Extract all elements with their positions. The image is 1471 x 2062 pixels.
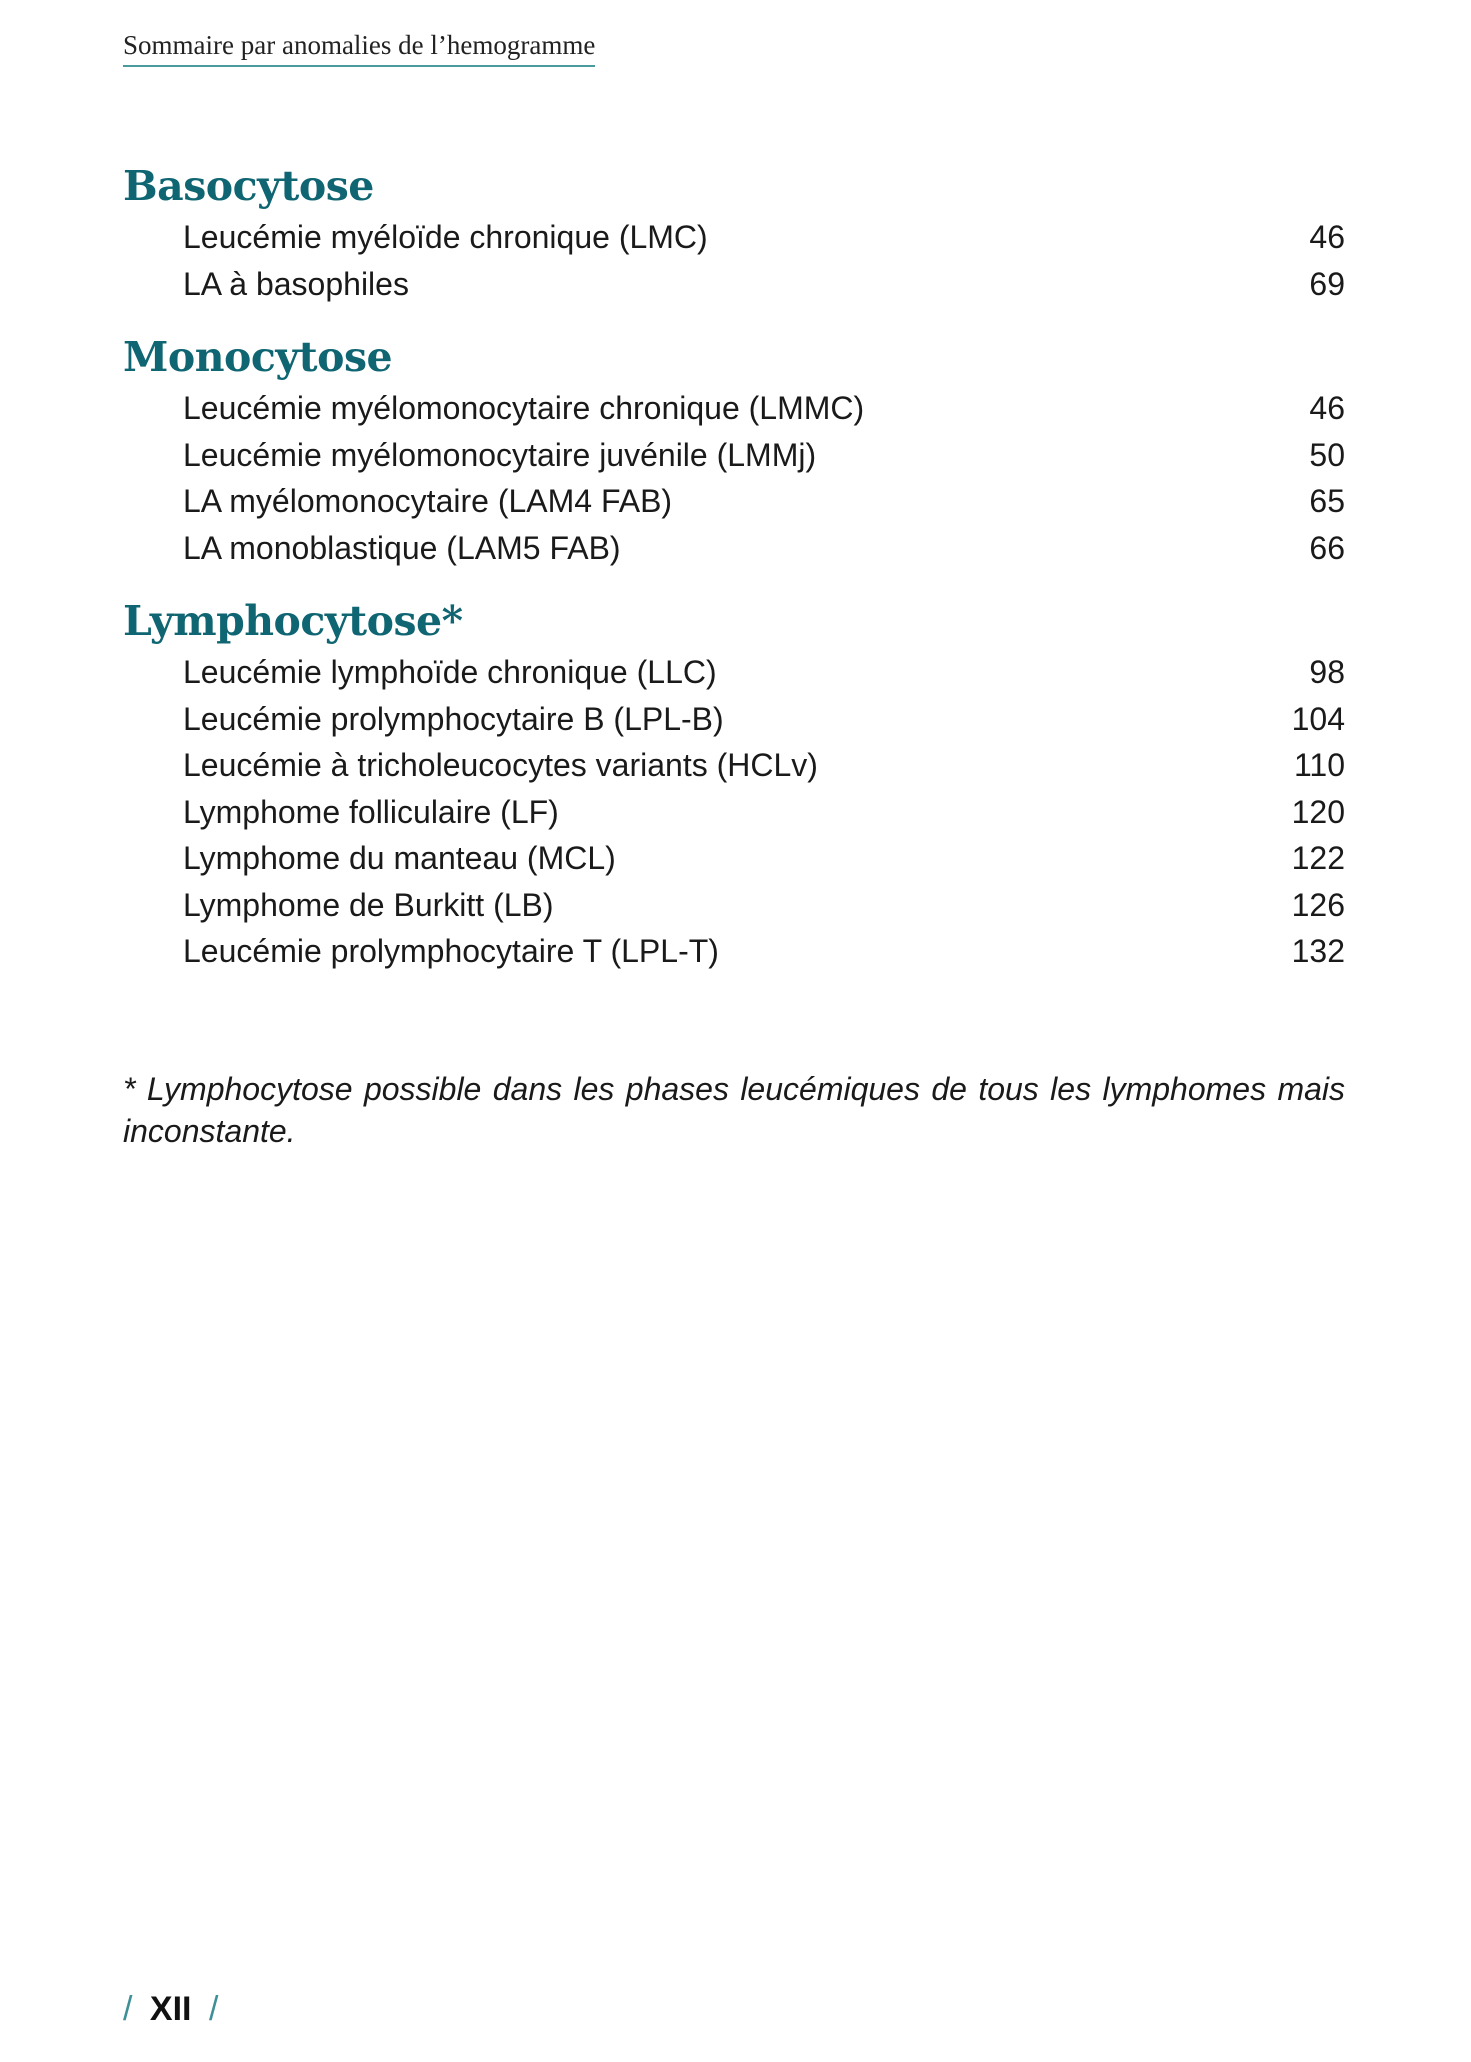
entry-page-number: 46	[1309, 219, 1345, 255]
entry-page-number: 50	[1309, 436, 1345, 473]
entry-label: Leucémie lymphoïde chronique (LLC)	[183, 654, 717, 690]
entry-page-number: 120	[1291, 793, 1345, 830]
folio-slash-left: /	[123, 1990, 133, 2028]
section-basocytose	[123, 158, 1345, 307]
entry-label: Leucémie myélomonocytaire chronique (LMMC)	[183, 390, 865, 426]
footnote: * Lymphocytose possible dans les phases leucémiques de tous les lymphomes mais inconstante.	[123, 1071, 1345, 1149]
section-title: Basocytose	[123, 162, 374, 210]
entry-label: LA myélomonocytaire (LAM4 FAB)	[183, 483, 673, 519]
toc-entry[interactable]	[123, 696, 1345, 743]
toc-entry[interactable]	[123, 928, 1345, 975]
entry-label: LA monoblastique (LAM5 FAB)	[183, 529, 621, 566]
entry-label: Lymphome de Burkitt (LB)	[183, 886, 554, 923]
entry-label: Leucémie myéloïde chronique (LMC)	[183, 219, 708, 255]
entry-label: LA à basophiles	[183, 265, 409, 302]
toc-entry[interactable]	[123, 214, 1345, 261]
running-header: Sommaire par anomalies de l’hemogramme	[123, 30, 595, 67]
toc-entry[interactable]	[123, 835, 1345, 882]
entry-page-number: 104	[1291, 700, 1345, 737]
entry-label: Leucémie prolymphocytaire B (LPL-B)	[183, 700, 724, 737]
entry-label: Leucémie prolymphocytaire T (LPL-T)	[183, 933, 719, 969]
entry-page-number: 46	[1309, 390, 1345, 426]
toc-entry[interactable]	[123, 432, 1345, 479]
section-lymphocytose	[123, 593, 1345, 975]
folio-number: XII	[149, 1990, 192, 2028]
toc-entry[interactable]	[123, 649, 1345, 696]
page-folio	[123, 1990, 218, 2029]
folio-slash-right: /	[208, 1990, 219, 2028]
entry-page-number: 132	[1291, 933, 1345, 969]
entry-label: Lymphome folliculaire (LF)	[183, 793, 559, 830]
entry-page-number: 122	[1291, 840, 1345, 876]
entry-label: Leucémie myélomonocytaire juvénile (LMMj)	[183, 436, 817, 473]
toc-entry[interactable]	[123, 742, 1345, 789]
entry-page-number: 66	[1309, 529, 1345, 566]
section-monocytose	[123, 329, 1345, 571]
toc-entry[interactable]	[123, 525, 1345, 572]
entry-page-number: 98	[1309, 654, 1345, 690]
entry-label: Lymphome du manteau (MCL)	[183, 840, 616, 876]
section-title: Monocytose	[123, 333, 393, 381]
toc-entry[interactable]	[123, 261, 1345, 308]
entry-page-number: 69	[1309, 265, 1345, 302]
entry-page-number: 65	[1309, 483, 1345, 519]
toc-entry[interactable]	[123, 882, 1345, 929]
toc-entry[interactable]	[123, 789, 1345, 836]
section-title: Lymphocytose*	[123, 597, 463, 645]
table-of-contents	[123, 158, 1345, 997]
entry-page-number: 126	[1291, 886, 1345, 923]
entry-label: Leucémie à tricholeucocytes variants (HCLv)	[183, 747, 818, 783]
entry-page-number: 110	[1293, 747, 1345, 783]
toc-entry[interactable]	[123, 385, 1345, 432]
toc-entry[interactable]	[123, 478, 1345, 525]
